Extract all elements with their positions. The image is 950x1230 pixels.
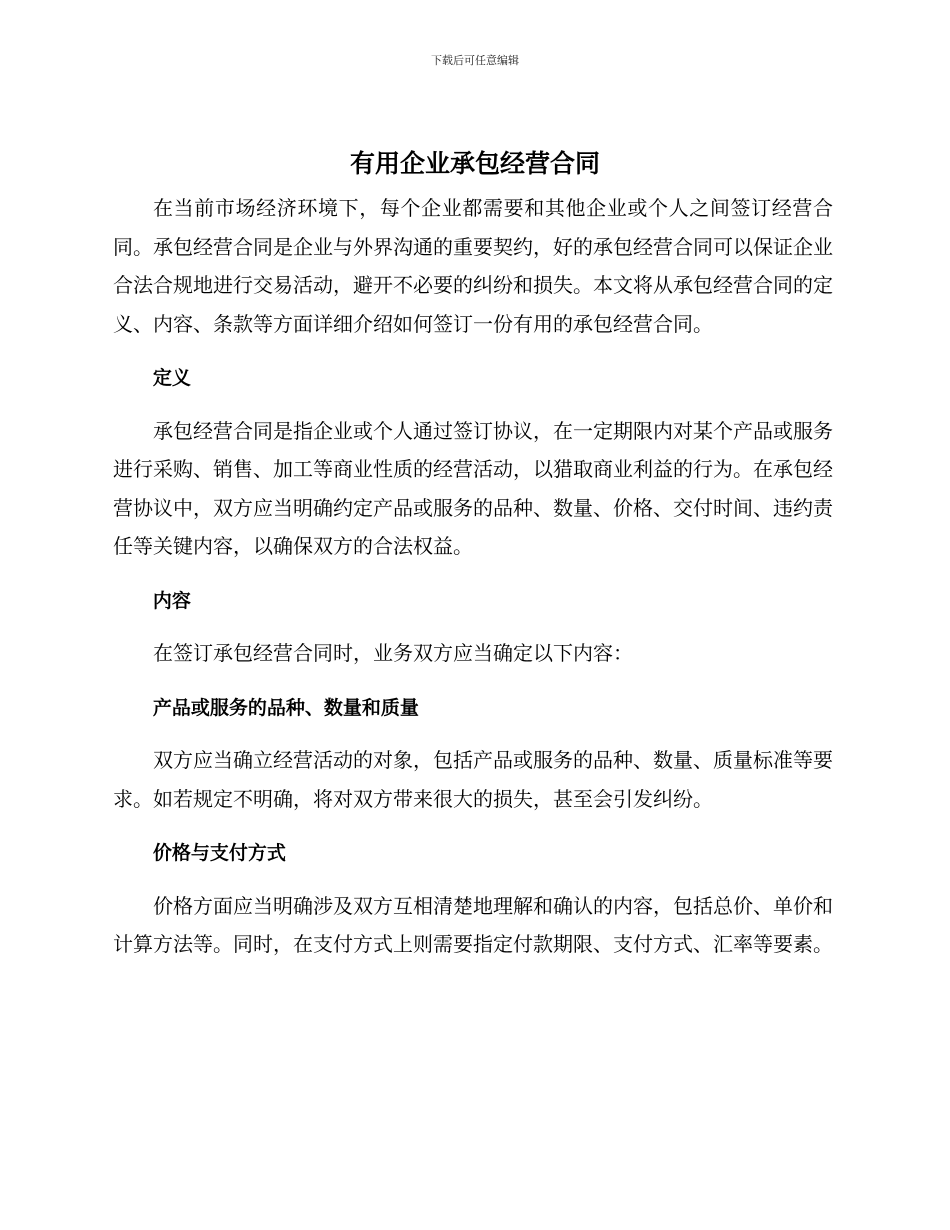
content-heading: 内容 xyxy=(152,589,191,612)
product-heading: 产品或服务的品种、数量和质量 xyxy=(152,696,419,719)
price-paragraph: 价格方面应当明确涉及双方互相清楚地理解和确认的内容，包括总价、单价和计算方法等。同时，在支付方式上则需要指定付款期限、支付方式、汇率等要素。 xyxy=(113,893,833,956)
intro-paragraph: 在当前市场经济环境下，每个企业都需要和其他企业或个人之间签订经营合同。承包经营合同是企业与外界沟通的重要契约，好的承包经营合同可以保证企业合法合规地进行交易活动，避开不必要的纠纷和损失。本文将从承包经营合同的定义、内容、条款等方面详细介绍如何签订一份有用的承包经营合同。 xyxy=(113,196,833,336)
definition-paragraph: 承包经营合同是指企业或个人通过签订协议，在一定期限内对某个产品或服务进行采购、销售、加工等商业性质的经营活动，以猎取商业利益的行为。在承包经营协议中，双方应当明确约定产品或服务的品种、数量、价格、交付时间、违约责任等关键内容，以确保双方的合法权益。 xyxy=(113,418,833,558)
product-paragraph: 双方应当确立经营活动的对象，包括产品或服务的品种、数量、质量标准等要求。如若规定不明确，将对双方带来很大的损失，甚至会引发纠纷。 xyxy=(113,748,833,811)
price-heading: 价格与支付方式 xyxy=(152,842,286,864)
header-note: 下载后可任意编辑 xyxy=(431,54,519,67)
document-title: 有用企业承包经营合同 xyxy=(349,149,600,178)
content-paragraph: 在签订承包经营合同时，业务双方应当确定以下内容： xyxy=(153,641,633,665)
document-body xyxy=(113,189,833,980)
definition-heading: 定义 xyxy=(152,367,191,389)
